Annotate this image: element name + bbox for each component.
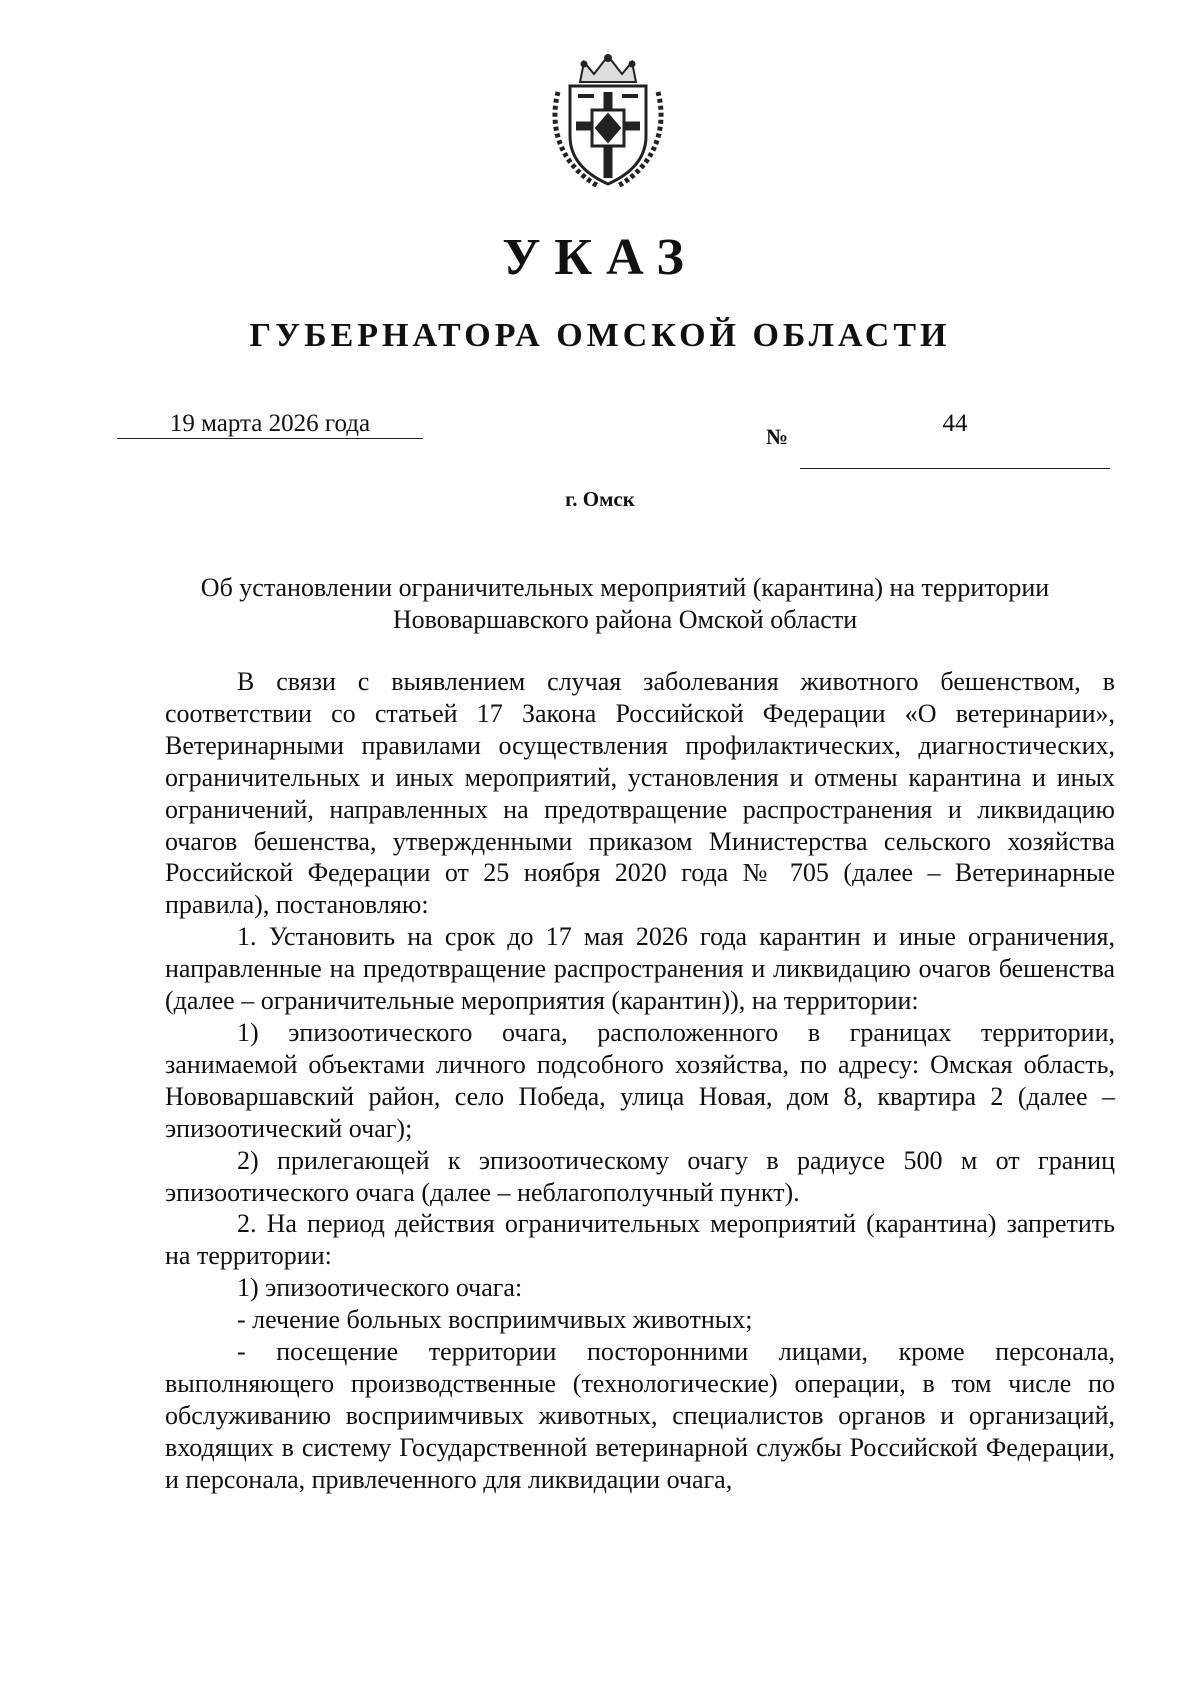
number-label: № [766, 424, 789, 449]
document-title: УКАЗ [502, 229, 698, 286]
paragraph-item-1-2: 2) прилегающей к эпизоотическому очагу в радиусе 500 м от границ эпизоотического очага (далее – неблагополучный пункт). [165, 1145, 1115, 1207]
number-underline [800, 468, 1110, 469]
paragraph-item-2-1: 1) эпизоотического очага: [237, 1273, 523, 1303]
heading-line-2: Нововаршавского района Омской области [392, 605, 858, 634]
document-subtitle: ГУБЕРНАТОРА ОМСКОЙ ОБЛАСТИ [249, 317, 951, 354]
document-date: 19 марта 2026 года [169, 410, 371, 437]
paragraph-item-1-1: 1) эпизоотического очага, расположенного в границах территории, занимаемой объектами личного подсобного хозяйства, по адресу: Омская область, Нововаршавский район, село Победа, улица Новая, дом 8, квартира 2 (далее – эпизоотический очаг); [165, 1017, 1115, 1143]
paragraph-item-2: 2. На период действия ограничительных мероприятий (карантина) запретить на территории: [165, 1209, 1115, 1271]
heading-line-1: Об установлении ограничительных мероприятий (карантина) на территории [200, 573, 1050, 602]
coat-of-arms-icon [548, 52, 668, 192]
paragraph-item-1: 1. Установить на срок до 17 мая 2026 года карантин и иные ограничения, направленные на предотвращение распространения и ликвидацию очагов бешенства (далее – ограничительные мероприятия (карантин)), на территории: [165, 922, 1115, 1016]
paragraph-bullet-1: - лечение больных восприимчивых животных; [237, 1305, 753, 1335]
document-body [165, 666, 1115, 1496]
document-city: г. Омск [565, 487, 635, 511]
paragraph-bullet-2: - посещение территории посторонними лицами, кроме персонала, выполняющего производственные (технологические) операции, в том числе по обслуживанию восприимчивых животных, специалистов органов и организаций, входящих в систему Государственной ветеринарной службы Российской Федерации, и персонала, привлеченного для ликвидации очага, [165, 1337, 1115, 1494]
paragraph-preamble: В связи с выявлением случая заболевания животного бешенством, в соответствии со статьей 17 Закона Российской Федерации «О ветеринарии», Ветеринарными правилами осуществления профилактических, диагностических, ограничительных и иных мероприятий, установления и отмены карантина и иных ограничений, направленных на предотвращение распространения и ликвидацию очагов бешенства, утвержденными приказом Министерства сельского хозяйства Российской Федерации от 25 ноября 2020 года № 705 (далее – Ветеринарные правила), постановляю: [165, 667, 1115, 920]
document-heading [160, 572, 1090, 636]
document-number: 44 [942, 410, 968, 437]
date-underline [117, 438, 423, 439]
